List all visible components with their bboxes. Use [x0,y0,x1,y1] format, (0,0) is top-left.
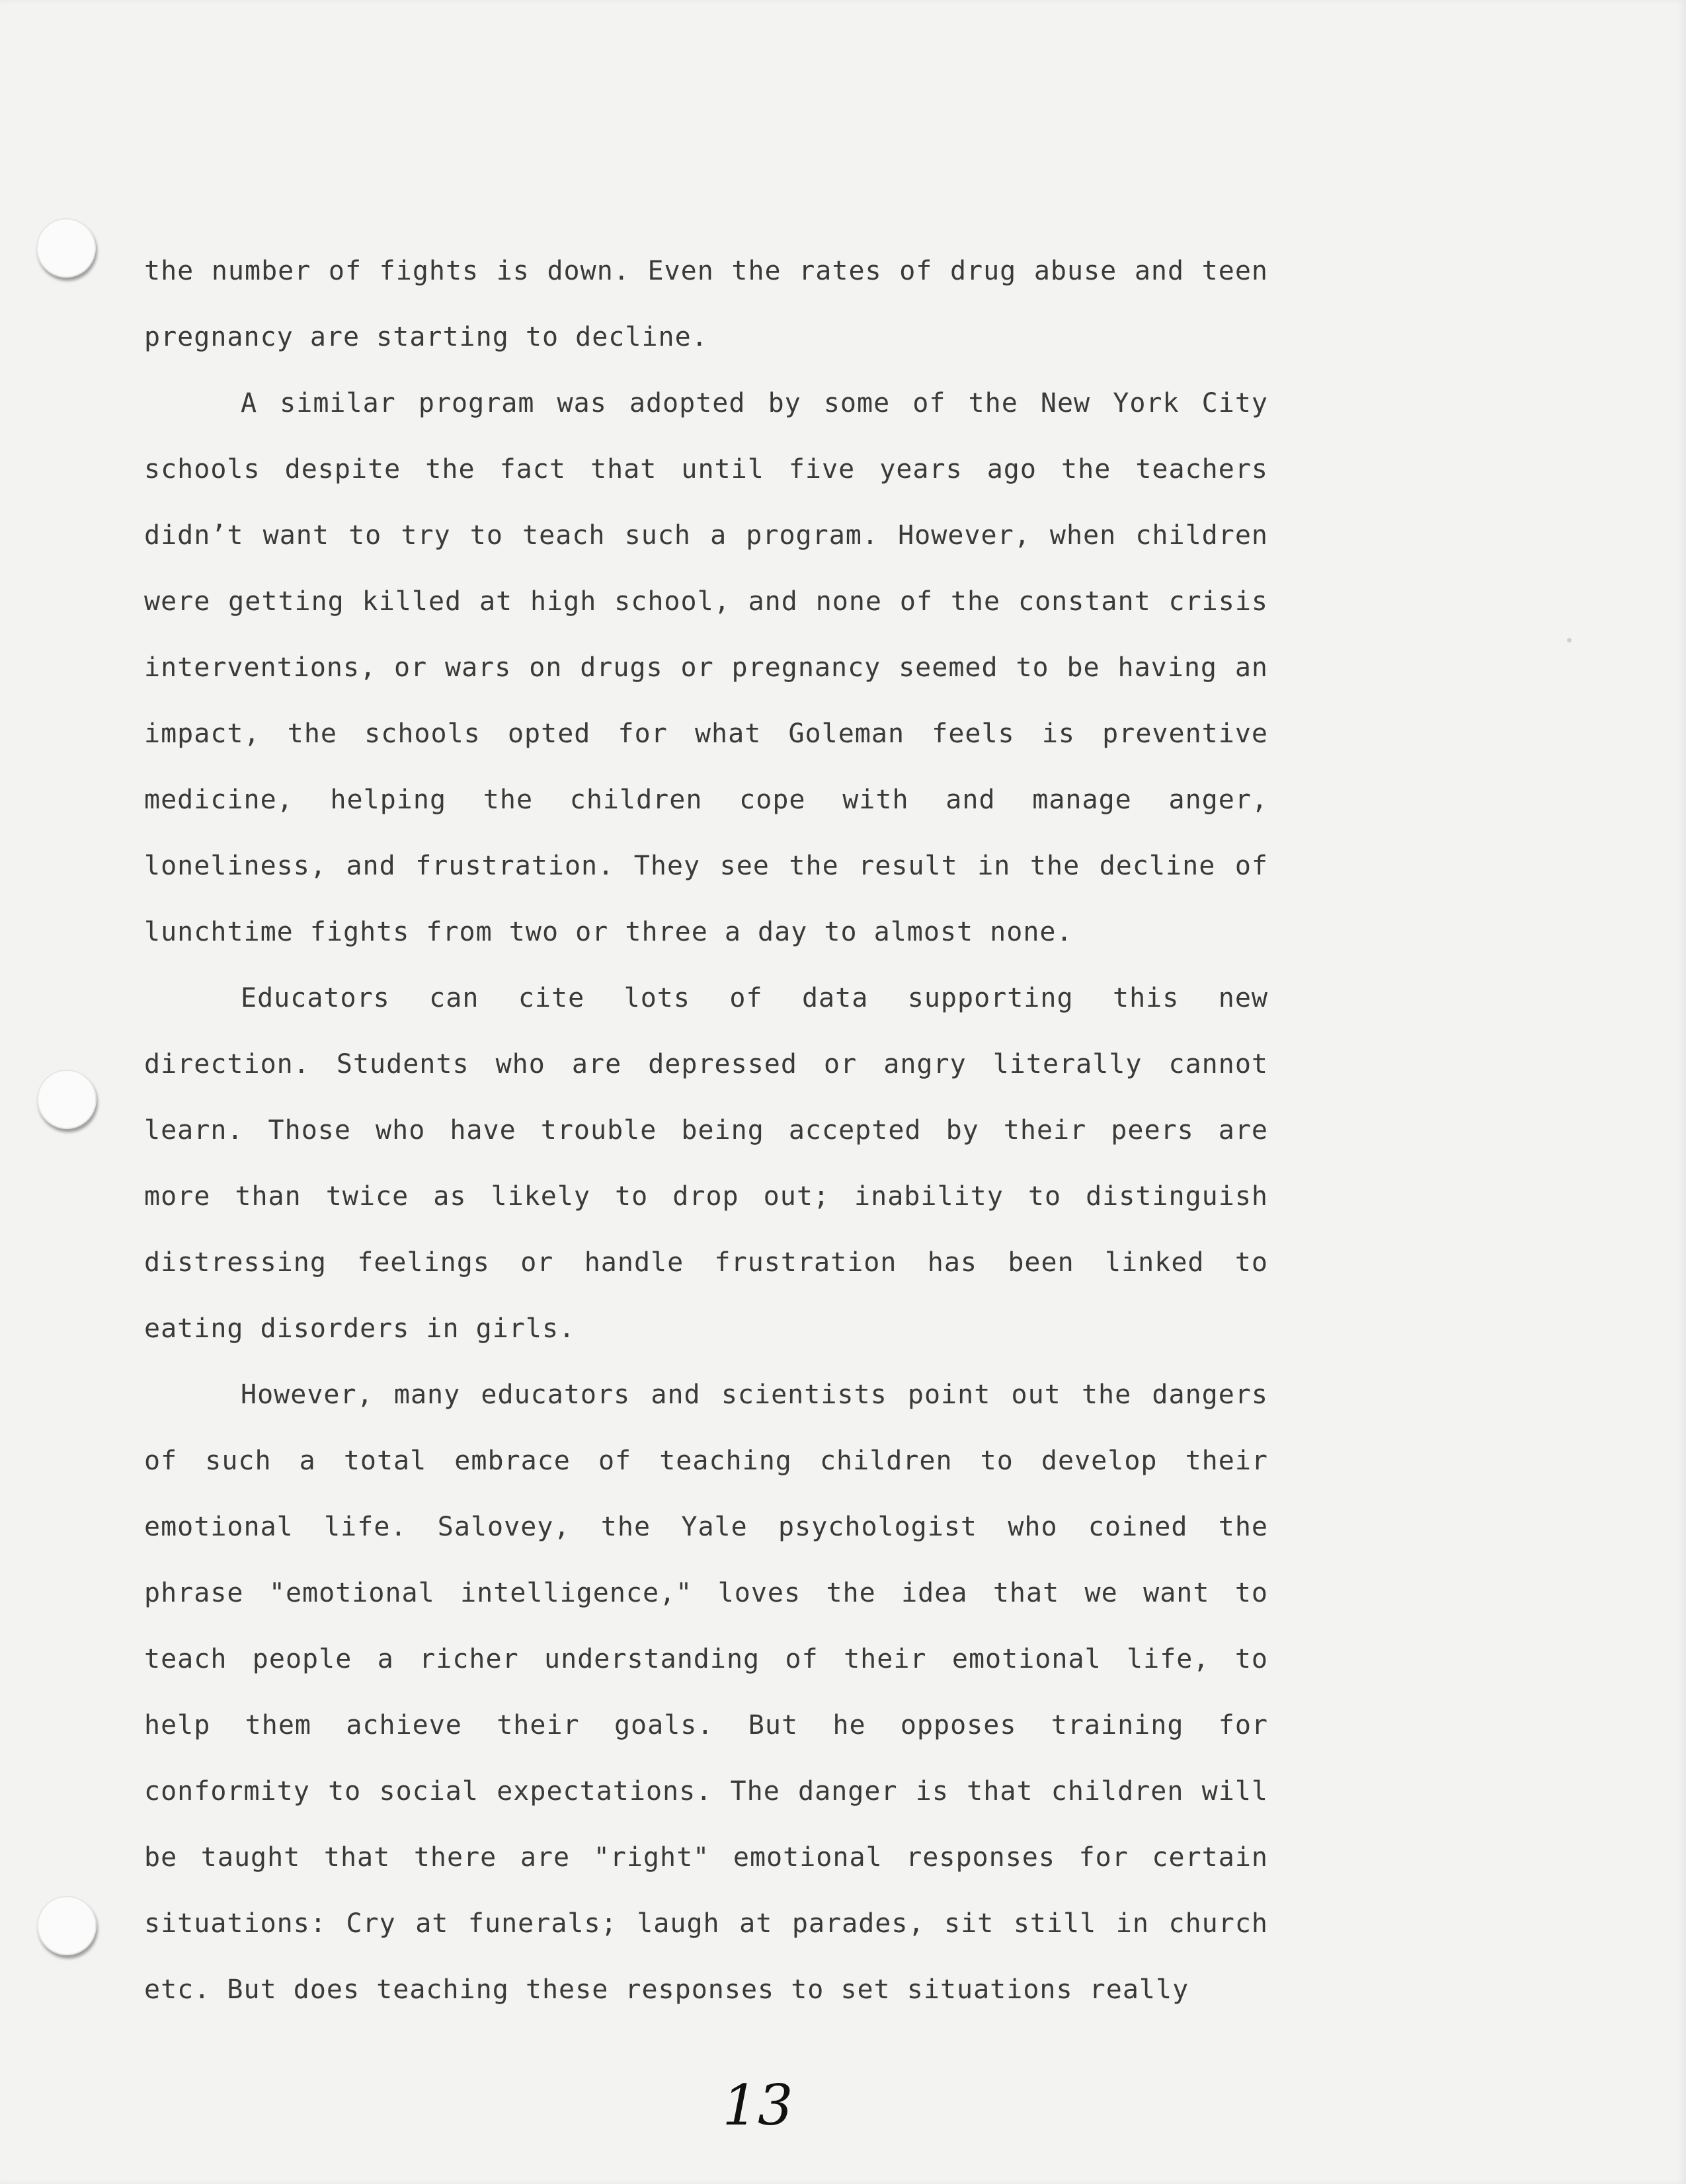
paragraph: Educators can cite lots of data supporting this new direction. Students who are depressed or angry literally cannot learn. Those who have trouble being accepted by their peers are more than twice as likely to drop out; inability to distinguish distressing feelings or handle frustration has been linked to eating disorders in girls. [144,983,1268,1344]
body-text [144,238,1268,2023]
paper-speck [1567,638,1572,643]
punch-hole [36,218,96,278]
paragraph: However, many educators and scientists point out the dangers of such a total embrace of teaching children to develop their emotional life. Salovey, the Yale psychologist who coined the phrase "emotional intelligence," loves the idea that we want to teach people a richer understanding of their emotional life, to help them achieve their goals. But he opposes training for conformity to social expectations. The danger is that children will be taught that there are "right" emotional responses for certain situations: Cry at funerals; laugh at parades, sit still in church etc. But does teaching these responses to set situations really [144,1380,1268,2005]
paragraph: A similar program was adopted by some of the New York City schools despite the fact that until five years ago the teachers didn’t want to try to teach such a program. However, when children were getting killed at high school, and none of the constant crisis interventions, or wars on drugs or pregnancy seemed to be having an impact, the schools opted for what Goleman feels is preventive medicine, helping the children cope with and manage anger, loneliness, and frustration. They see the result in the decline of lunchtime fights from two or three a day to almost none. [144,388,1268,947]
punch-hole [37,1070,97,1129]
page-number: 13 [722,2073,793,2138]
paragraph: the number of fights is down. Even the rates of drug abuse and teen pregnancy are starting to decline. [144,256,1268,352]
punch-hole [37,1896,97,1955]
